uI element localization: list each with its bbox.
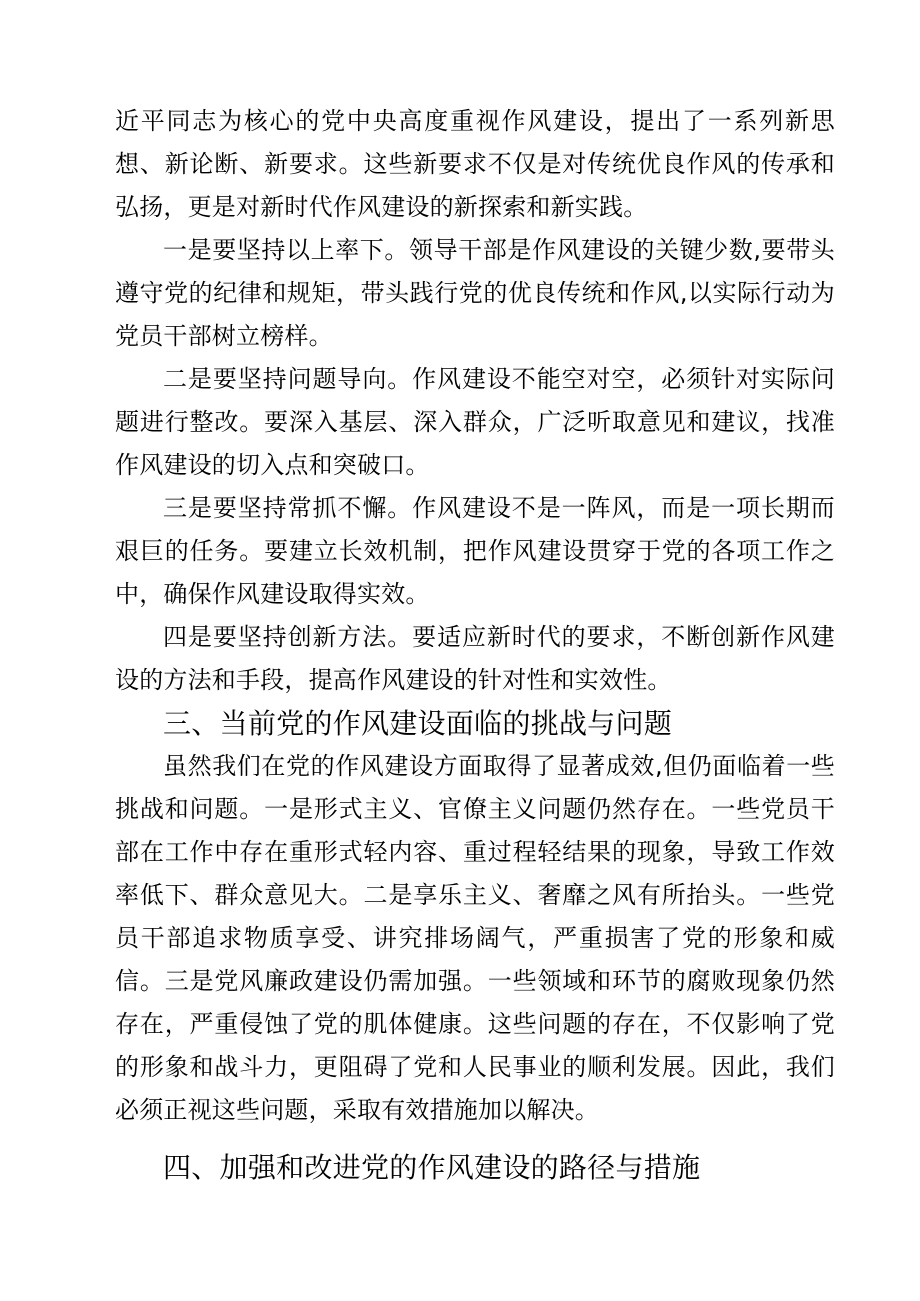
paragraph-lead-by-example: 一是要坚持以上率下。领导干部是作风建设的关键少数,要带头遵守党的纪律和规矩，带头践行党的优良传统和作风,以实际行动为党员干部树立榜样。 xyxy=(115,236,835,350)
section-heading-challenges: 三、当前党的作风建设面临的挑战与问题 xyxy=(163,707,673,740)
document-body xyxy=(115,100,835,1189)
paragraph-challenges: 虽然我们在党的作风建设方面取得了显著成效,但仍面临着一些挑战和问题。一是形式主义、官僚主义问题仍然存在。一些党员干部在工作中存在重形式轻内容、重过程轻结果的现象，导致工作效率低下、群众意见大。二是享乐主义、奢靡之风有所抬头。一些党员干部追求物质享受、讲究排场阔气，严重损害了党的形象和威信。三是党风廉政建设仍需加强。一些领域和环节的腐败现象仍然存在，严重侵蚀了党的肌体健康。这些问题的存在，不仅影响了党的形象和战斗力，更阻碍了党和人民事业的顺利发展。因此，我们必须正视这些问题，采取有效措施加以解决。 xyxy=(115,752,835,1124)
paragraph-innovation: 四是要坚持创新方法。要适应新时代的要求，不断创新作风建设的方法和手段，提高作风建设的针对性和实效性。 xyxy=(115,623,835,694)
paragraph-problem-oriented: 二是要坚持问题导向。作风建设不能空对空，必须针对实际问题进行整改。要深入基层、深入群众，广泛听取意见和建议，找准作风建设的切入点和突破口。 xyxy=(115,365,835,479)
paragraph-persistence: 三是要坚持常抓不懈。作风建设不是一阵风，而是一项长期而艰巨的任务。要建立长效机制，把作风建设贯穿于党的各项工作之中，确保作风建设取得实效。 xyxy=(115,494,835,608)
section-heading-measures: 四、加强和改进党的作风建设的路径与措施 xyxy=(163,1151,701,1184)
paragraph-continuation: 近平同志为核心的党中央高度重视作风建设，提出了一系列新思想、新论断、新要求。这些新要求不仅是对传统优良作风的传承和弘扬，更是对新时代作风建设的新探索和新实践。 xyxy=(115,107,835,221)
